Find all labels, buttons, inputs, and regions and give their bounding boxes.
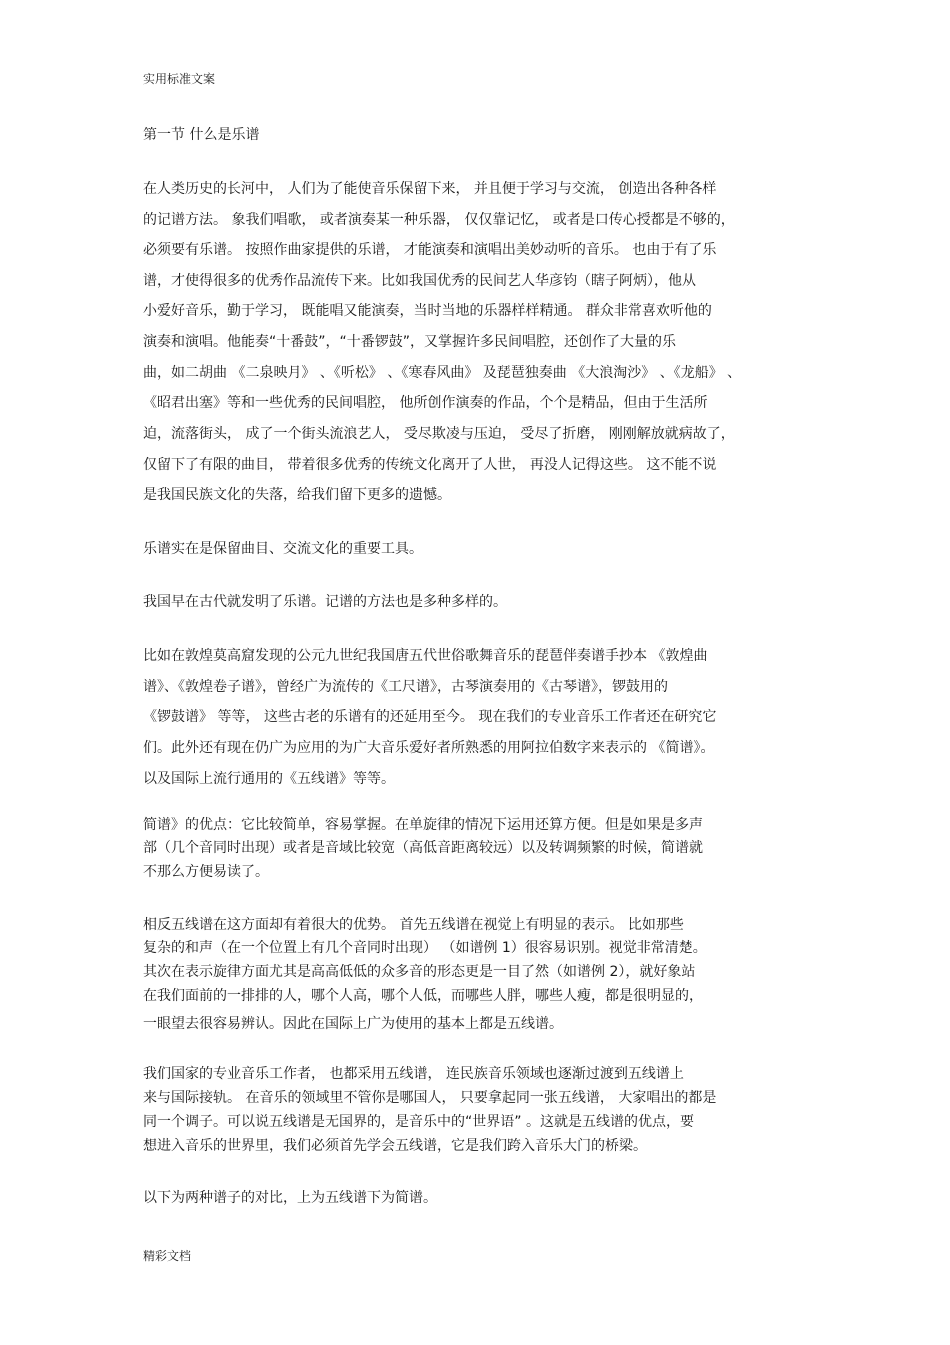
text-line: 仅留下了有限的曲目， 带着很多优秀的传统文化离开了人世， 再没人记得这些。 这不能不说 [143, 457, 717, 473]
text-line: 在我们面前的一排排的人，哪个人高，哪个人低，而哪些人胖，哪些人瘦，都是很明显的， [143, 988, 703, 1004]
section-title: 第一节 什么是乐谱 [143, 127, 260, 143]
text-line: 谱，才使得很多的优秀作品流传下来。比如我国优秀的民间艺人华彦钧（瞎子阿炳），他从 [143, 273, 696, 289]
text-line: 小爱好音乐，勤于学习， 既能唱又能演奏，当时当地的乐器样样精通。 群众非常喜欢听他的 [143, 303, 712, 319]
text-line: 简谱》的优点：它比较简单，容易掌握。在单旋律的情况下运用还算方便。但是如果是多声 [143, 817, 703, 833]
text-line: 们。此外还有现在仍广为应用的为广大音乐爱好者所熟悉的用阿拉伯数字来表示的 《简谱》。 [143, 740, 715, 756]
text-line: 《昭君出塞》等和一些优秀的民间唱腔， 他所创作演奏的作品，个个是精品，但由于生活所 [143, 395, 708, 411]
text-line: 来与国际接轨。 在音乐的领域里不管你是哪国人， 只要拿起同一张五线谱， 大家唱出的都是 [143, 1090, 717, 1106]
text-line: 的记谱方法。 象我们唱歌， 或者演奏某一种乐器， 仅仅靠记忆， 或者是口传心授都是不够的， [143, 212, 735, 228]
text-line: 同一个调子。可以说五线谱是无国界的，是音乐中的“世界语” 。这就是五线谱的优点，要 [143, 1114, 694, 1130]
text-line: 曲，如二胡曲 《二泉映月》 、《听松》 、《寒春风曲》 及琵琶独奏曲 《大浪淘沙》 、《龙船》 、 [143, 365, 742, 381]
paragraph-8: 以下为两种谱子的对比，上为五线谱下为简谱。 [143, 1190, 437, 1206]
text-line: 我们国家的专业音乐工作者， 也都采用五线谱， 连民族音乐领域也逐渐过渡到五线谱上 [143, 1066, 684, 1082]
text-line: 一眼望去很容易辨认。因此在国际上广为使用的基本上都是五线谱。 [143, 1016, 563, 1032]
text-line: 以及国际上流行通用的《五线谱》等等。 [143, 771, 395, 787]
text-line: 部（几个音同时出现）或者是音域比较宽（高低音距离较远）以及转调频繁的时候，简谱就 [143, 840, 703, 856]
text-line: 《锣鼓谱》 等等， 这些古老的乐谱有的还延用至今。 现在我们的专业音乐工作者还在研究它 [143, 709, 717, 725]
page-footer: 精彩文档 [143, 1249, 192, 1263]
paragraph-3: 我国早在古代就发明了乐谱。记谱的方法也是多种多样的。 [143, 594, 507, 610]
text-line: 演奏和演唱。他能奏“十番鼓”，“十番锣鼓”，又掌握许多民间唱腔，还创作了大量的乐 [143, 334, 677, 350]
text-line: 在人类历史的长河中， 人们为了能使音乐保留下来， 并且便于学习与交流， 创造出各种各样 [143, 181, 717, 197]
paragraph-2: 乐谱实在是保留曲目、交流文化的重要工具。 [143, 541, 423, 557]
text-line: 迫，流落街头， 成了一个街头流浪艺人， 受尽欺凌与压迫， 受尽了折磨， 刚刚解放就病故了， [143, 426, 735, 442]
text-line: 不那么方便易读了。 [143, 864, 269, 880]
text-line: 想进入音乐的世界里，我们必须首先学会五线谱，它是我们跨入音乐大门的桥梁。 [143, 1138, 647, 1154]
text-line: 是我国民族文化的失落，给我们留下更多的遗憾。 [143, 487, 451, 503]
text-line: 其次在表示旋律方面尤其是高高低低的众多音的形态更是一目了然（如谱例 2），就好象站 [143, 964, 696, 980]
text-line: 相反五线谱在这方面却有着很大的优势。 首先五线谱在视觉上有明显的表示。 比如那些 [143, 917, 684, 933]
text-line: 必须要有乐谱。 按照作曲家提供的乐谱， 才能演奏和演唱出美妙动听的音乐。 也由于有了乐 [143, 242, 717, 258]
text-line: 比如在敦煌莫高窟发现的公元九世纪我国唐五代世俗歌舞音乐的琵琶伴奏谱手抄本 《敦煌曲 [143, 648, 708, 664]
text-line: 复杂的和声（在一个位置上有几个音同时出现） （如谱例 1）很容易识别。视觉非常清楚。 [143, 940, 707, 956]
text-line: 谱》、《敦煌卷子谱》，曾经广为流传的《工尺谱》，古琴演奏用的《古琴谱》，锣鼓用的 [143, 679, 668, 695]
page-header: 实用标准文案 [143, 72, 216, 86]
